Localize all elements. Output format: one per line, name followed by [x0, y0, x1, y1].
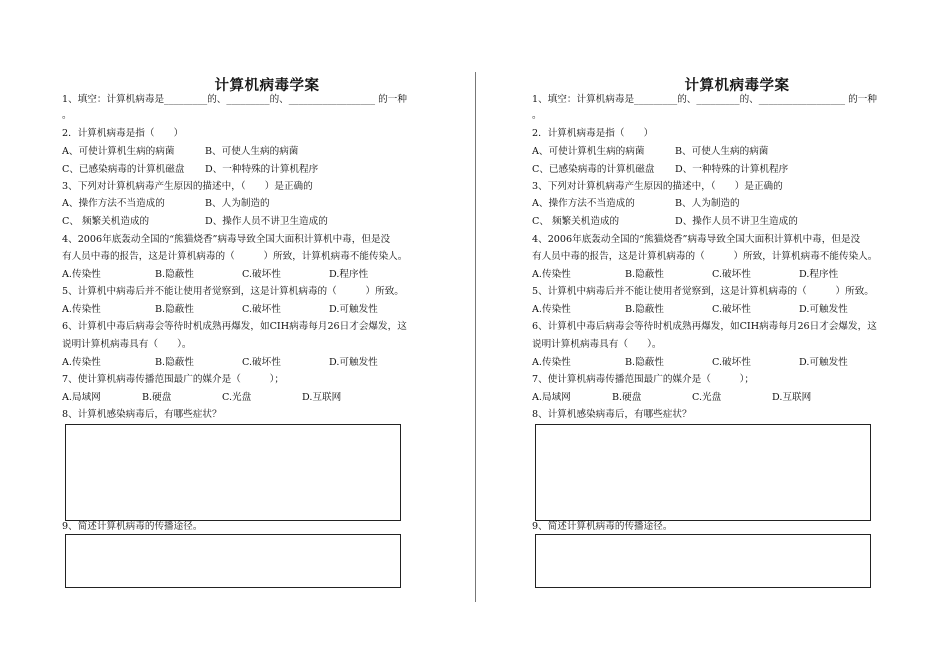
option-a: A、可使计算机生病的病菌 — [532, 146, 645, 157]
option-c: C.破坏性 — [712, 357, 751, 368]
option-a: A.传染性 — [62, 357, 101, 368]
option-a: A.局域网 — [62, 392, 101, 403]
question-1: 1、填空：计算机病毒是_________的、_________的、__________________ 的一种 — [532, 94, 877, 105]
option-a: A.传染性 — [532, 269, 571, 280]
option-a: A.传染性 — [62, 304, 101, 315]
question-2: 2．计算机病毒是指（ ） — [532, 128, 654, 139]
option-c: C、 频繁关机造成的 — [532, 216, 620, 227]
option-b: B.硬盘 — [612, 392, 642, 403]
option-d: D、一种特殊的计算机程序 — [675, 164, 789, 175]
option-d: D.可触发性 — [329, 304, 378, 315]
option-b: B.隐蔽性 — [625, 304, 664, 315]
option-b: B、人为制造的 — [675, 198, 740, 209]
worksheet-right — [532, 0, 942, 672]
option-b: B、人为制造的 — [205, 198, 270, 209]
option-d: D、操作人员不讲卫生造成的 — [205, 216, 328, 227]
option-d: D、一种特殊的计算机程序 — [205, 164, 319, 175]
option-a: A.传染性 — [62, 269, 101, 280]
option-c: C.光盘 — [692, 392, 722, 403]
option-c: C.破坏性 — [242, 357, 281, 368]
option-b: B.隐蔽性 — [155, 269, 194, 280]
option-c: C.破坏性 — [242, 304, 281, 315]
question-4-line2: 有人员中毒的报告，这是计算机病毒的（ ）所致，计算机病毒不能传染人。 — [62, 251, 408, 262]
answer-box-question-8[interactable] — [65, 424, 401, 521]
option-c: C.破坏性 — [712, 269, 751, 280]
question-3: 3、下列对计算机病毒产生原因的描述中，（ ）是正确的 — [62, 181, 313, 192]
question-3: 3、下列对计算机病毒产生原因的描述中，（ ）是正确的 — [532, 181, 783, 192]
question-6-line2: 说明计算机病毒具有（ ）。 — [532, 339, 662, 350]
option-c: C、 频繁关机造成的 — [62, 216, 150, 227]
option-d: D.互联网 — [772, 392, 812, 403]
worksheet-left — [62, 0, 472, 672]
option-b: B、可使人生病的病菌 — [675, 146, 769, 157]
worksheet-title: 计算机病毒学案 — [214, 78, 320, 94]
page-divider — [475, 72, 476, 602]
option-a: A、可使计算机生病的病菌 — [62, 146, 175, 157]
question-9: 9、简述计算机病毒的传播途径。 — [62, 521, 203, 532]
answer-box-question-8[interactable] — [535, 424, 871, 521]
question-1-continuation: 。 — [62, 110, 72, 121]
option-b: B.隐蔽性 — [155, 304, 194, 315]
answer-box-question-9[interactable] — [65, 534, 401, 588]
option-b: B.隐蔽性 — [625, 357, 664, 368]
question-7: 7、使计算机病毒传播范围最广的媒介是（ ）； — [532, 374, 754, 385]
option-c: C.光盘 — [222, 392, 252, 403]
option-a: A、操作方法不当造成的 — [62, 198, 165, 209]
option-a: A.传染性 — [532, 357, 571, 368]
option-b: B.硬盘 — [142, 392, 172, 403]
question-2: 2．计算机病毒是指（ ） — [62, 128, 184, 139]
question-1: 1、填空：计算机病毒是_________的、_________的、__________________ 的一种 — [62, 94, 407, 105]
question-5: 5、计算机中病毒后并不能让使用者觉察到，这是计算机病毒的（ ）所致。 — [62, 286, 404, 297]
question-6-line1: 6、计算机中毒后病毒会等待时机成熟再爆发，如CIH病毒每月26日才会爆发，这 — [532, 321, 877, 332]
question-6-line1: 6、计算机中毒后病毒会等待时机成熟再爆发，如CIH病毒每月26日才会爆发，这 — [62, 321, 407, 332]
answer-box-question-9[interactable] — [535, 534, 871, 588]
option-d: D.程序性 — [799, 269, 839, 280]
option-d: D.可触发性 — [799, 357, 848, 368]
option-b: B、可使人生病的病菌 — [205, 146, 299, 157]
question-4-line2: 有人员中毒的报告，这是计算机病毒的（ ）所致，计算机病毒不能传染人。 — [532, 251, 878, 262]
question-9: 9、简述计算机病毒的传播途径。 — [532, 521, 673, 532]
option-c: C.破坏性 — [712, 304, 751, 315]
option-d: D.程序性 — [329, 269, 369, 280]
worksheet-title: 计算机病毒学案 — [684, 78, 790, 94]
question-4-line1: 4、2006年底轰动全国的“熊猫烧香”病毒导致全国大面积计算机中毒，但是没 — [532, 234, 861, 245]
question-4-line1: 4、2006年底轰动全国的“熊猫烧香”病毒导致全国大面积计算机中毒，但是没 — [62, 234, 391, 245]
option-d: D.互联网 — [302, 392, 342, 403]
question-8: 8、计算机感染病毒后，有哪些症状？ — [532, 409, 692, 420]
question-7: 7、使计算机病毒传播范围最广的媒介是（ ）； — [62, 374, 284, 385]
option-d: D、操作人员不讲卫生造成的 — [675, 216, 798, 227]
question-6-line2: 说明计算机病毒具有（ ）。 — [62, 339, 192, 350]
question-5: 5、计算机中病毒后并不能让使用者觉察到，这是计算机病毒的（ ）所致。 — [532, 286, 874, 297]
question-1-continuation: 。 — [532, 110, 542, 121]
option-b: B.隐蔽性 — [155, 357, 194, 368]
option-d: D.可触发性 — [799, 304, 848, 315]
option-a: A.传染性 — [532, 304, 571, 315]
option-c: C、已感染病毒的计算机磁盘 — [62, 164, 185, 175]
option-d: D.可触发性 — [329, 357, 378, 368]
option-a: A.局域网 — [532, 392, 571, 403]
option-b: B.隐蔽性 — [625, 269, 664, 280]
option-c: C.破坏性 — [242, 269, 281, 280]
option-a: A、操作方法不当造成的 — [532, 198, 635, 209]
question-8: 8、计算机感染病毒后，有哪些症状？ — [62, 409, 222, 420]
option-c: C、已感染病毒的计算机磁盘 — [532, 164, 655, 175]
